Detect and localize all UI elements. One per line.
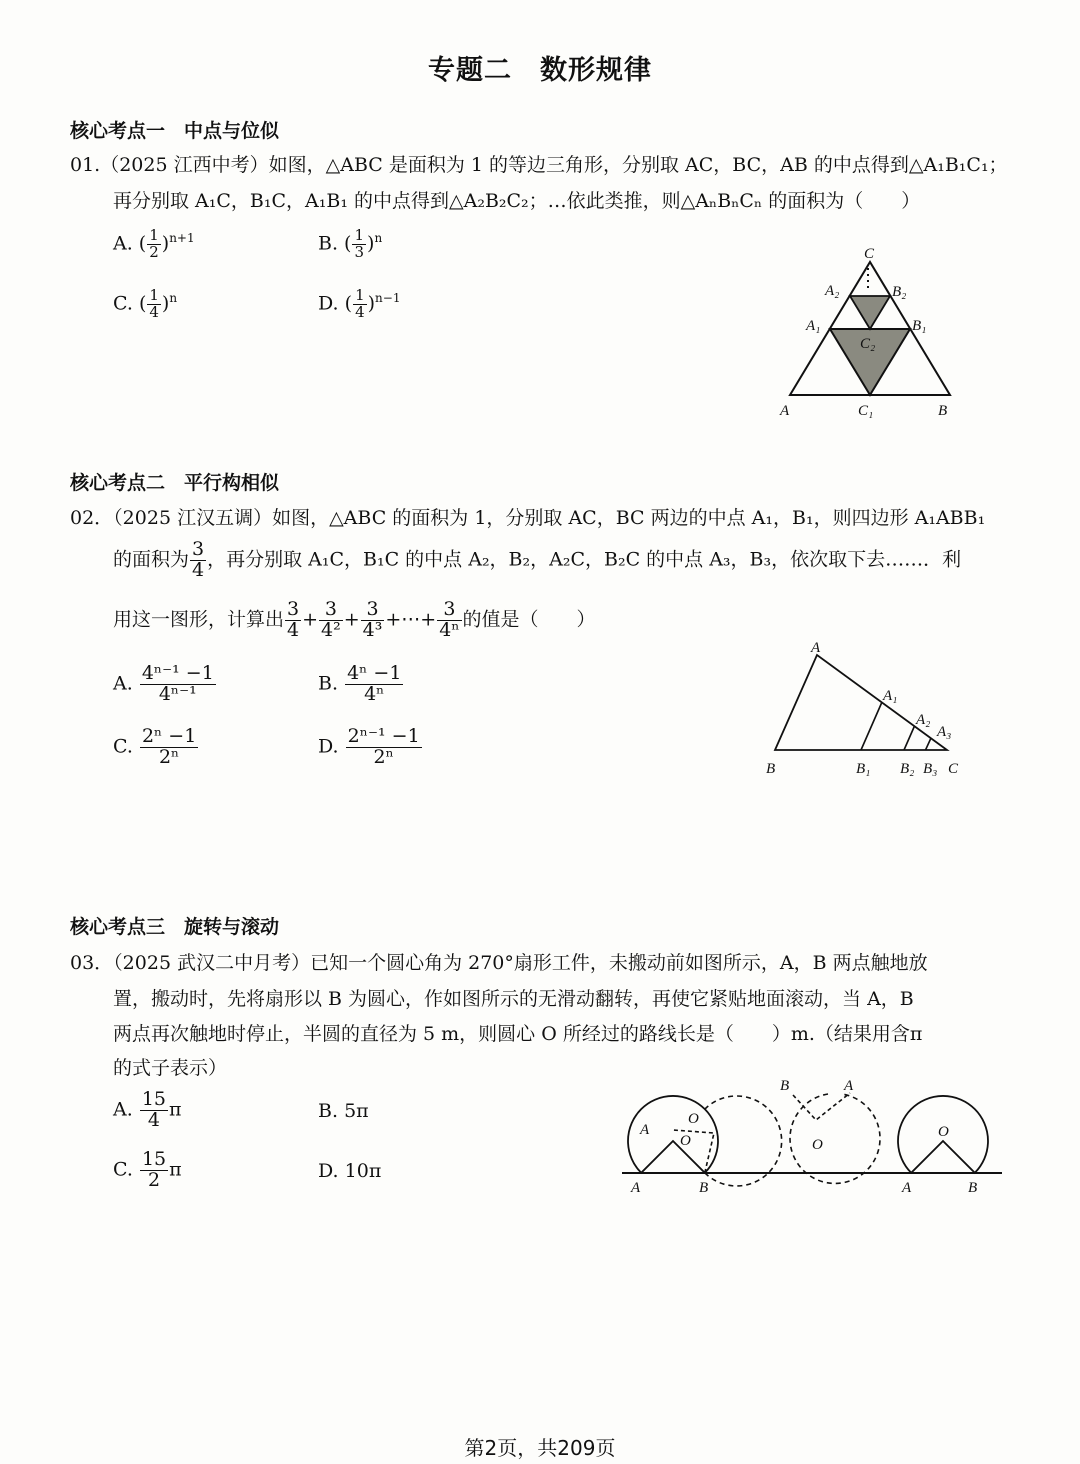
q2-stem-line-2: 的面积为 $\frac{3}{4}$ ，再分别取 A₁C，B₁C 的中点 A₂，B₂，A₂C，B₂C 的中点 A₃，B₃，依次取下去……．利 [113,538,962,581]
q2-option-c: C. $\frac{\text{2ⁿ −1}}{\text{2ⁿ}}$ [113,725,197,768]
q3-stem-line-4: 的式子表示） [113,1057,228,1079]
q1-option-d: D. ( $\frac{1}{4}$ )$^{n-1}$ [318,286,401,321]
q3-option-d: D. 10π [318,1160,382,1182]
label2-b: B [766,761,776,777]
q3-stem-line-1: 03．（2025 武汉二中月考）已知一个圆心角为 270°扇形工件，未搬动前如图所示，A，B 两点触地放 [70,952,928,974]
segment-a2b2 [904,726,915,750]
section-heading-3: 核心考点三 旋转与滚动 [70,916,280,938]
q3-option-a: A. $\frac{15}{4}$ π [113,1088,182,1131]
q2-option-a: A. $\frac{\text{4ⁿ⁻¹ −1}}{\text{4ⁿ⁻¹}}$ [113,662,214,705]
section-heading-2: 核心考点二 平行构相似 [70,472,280,494]
label3-a-upper: A [640,1122,650,1138]
label3-b-left: B [699,1180,709,1196]
q3-stem-line-2: 置，搬动时，先将扇形以 B 为圆心，作如图所示的无滑动翻转，再使它紧贴地面滚动，当 A，B [113,988,914,1010]
label3-a-left: A [631,1180,641,1196]
q1-option-c: C. ( $\frac{1}{4}$ )$^n$ [113,286,178,321]
q2-triangle-figure [760,635,970,785]
q2-series-term-2: $\frac{3}{\text{4²}}$ [321,598,341,641]
q3-option-c: C. $\frac{15}{2}$ π [113,1148,182,1191]
label-c2: C₂ [860,336,876,352]
label3-o-1: O [680,1133,691,1149]
label2-a3: A₃ [937,724,952,740]
page-title: 专题二 数形规律 [428,55,652,86]
label-a2: A₂ [825,283,840,299]
label-a1: A₁ [806,318,821,334]
label2-b3: B₃ [923,761,938,777]
q2-option-d: D. $\frac{\text{2ⁿ⁻¹ −1}}{\text{2ⁿ}}$ [318,725,420,768]
label2-a2: A₂ [916,712,931,728]
segment-a1b1 [861,702,882,750]
q2-stem-line-1: 02．（2025 江汉五调）如图，△ABC 的面积为 1，分别取 AC，BC 两边的中点 A₁，B₁，则四边形 A₁ABB₁ [70,507,986,529]
label-c1: C₁ [858,403,874,419]
q1-stem-line-2: 再分别取 A₁C，B₁C，A₁B₁ 的中点得到△A₂B₂C₂；…依此类推，则△AₙBₙCₙ 的面积为（ ） [113,190,921,212]
q2-option-b: B. $\frac{\text{4ⁿ −1}}{\text{4ⁿ}}$ [318,662,402,705]
q3-option-b: B. 5π [318,1100,369,1122]
label-b: B [938,403,948,419]
label2-b1: B₁ [856,761,871,777]
label-c: C [864,246,875,262]
label3-o-right: O [938,1124,949,1140]
q1-triangle-figure [770,240,970,430]
q1-option-c-fraction: $\frac{1}{4}$ [149,286,159,321]
q1-option-a: A. ( $\frac{1}{2}$ )$^{n+1}$ [113,226,195,261]
label-b1: B₁ [912,318,927,334]
label3-b-right: B [968,1180,978,1196]
page-footer: 第2页，共209页 [464,1436,616,1460]
label-a: A [780,403,790,419]
label2-a1: A₁ [883,688,898,704]
label2-c: C [948,761,959,777]
q1-option-a-fraction: $\frac{1}{2}$ [149,226,159,261]
label3-a-right: A [902,1180,912,1196]
q3-stem-line-3: 两点再次触地时停止，半圆的直径为 5 m，则圆心 O 所经过的路线长是（ ）m.（结果用含π [113,1023,923,1045]
q2-stem-line-3: 用这一图形，计算出 $\frac{3}{4}$ + $\frac{3}{\text{4²}}$ + $\frac{3}{\text{4³}}$ +⋯+ $\frac{3}{\text{4ⁿ}}$ 的值是（ ） [113,598,596,641]
q1-option-b-fraction: $\frac{1}{3}$ [354,226,365,261]
q2-series-term-1: $\frac{3}{4}$ [287,598,300,641]
label3-o-middle: O [812,1137,823,1153]
q1-stem-line-1: 01.（2025 江西中考）如图，△ABC 是面积为 1 的等边三角形，分别取 AC，BC，AB 的中点得到△A₁B₁C₁； [70,154,1008,176]
segment-a3b3 [926,738,932,750]
label-b2: B₂ [892,284,907,300]
label3-b-middle: B [780,1078,790,1094]
label2-b2: B₂ [900,761,915,777]
q2-series-term-n: $\frac{3}{\text{4ⁿ}}$ [439,598,460,641]
q2-fraction-three-quarters: $\frac{3}{4}$ [192,538,205,581]
label2-a: A [811,640,821,656]
q3-sector-rolling-figure [610,1070,1010,1200]
label3-o-2: O [688,1111,699,1127]
q1-option-b: B. ( $\frac{1}{3}$ )$^n$ [318,226,383,261]
q2-series-term-3: $\frac{3}{\text{4³}}$ [362,598,383,641]
section-heading-1: 核心考点一 中点与位似 [70,120,280,142]
triangle-a2b2c2 [850,296,890,329]
q1-option-d-fraction: $\frac{1}{4}$ [355,286,365,321]
sector-rolling-radii [793,1093,850,1120]
triangle-abc-2 [775,655,947,750]
label3-a-middle: A [844,1078,854,1094]
